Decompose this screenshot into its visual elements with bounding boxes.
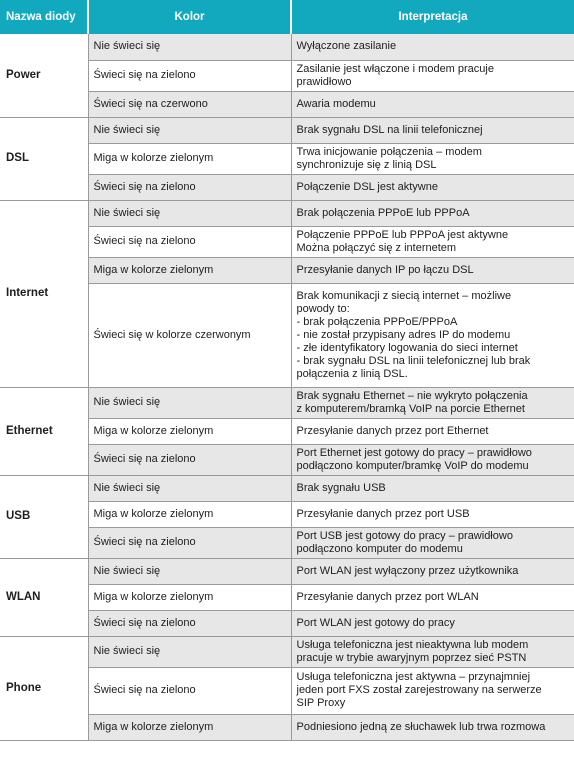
interpretation-cell: Port WLAN jest wyłączony przez użytkownika [291,558,574,584]
table-row [0,34,574,60]
led-color-cell: Świeci się na zielono [88,667,291,714]
led-color-cell: Nie świeci się [88,475,291,501]
interpretation-cell: Przesyłanie danych IP po łączu DSL [291,257,574,283]
interpretation-cell: Brak sygnału Ethernet – nie wykryto połączenia z komputerem/bramką VoIP na porcie Ethernet [291,387,574,418]
table-row [0,200,574,226]
led-color-cell: Świeci się w kolorze czerwonym [88,283,291,387]
interpretation-cell: Połączenie DSL jest aktywne [291,174,574,200]
table-row [0,636,574,667]
interpretation-cell: Brak połączenia PPPoE lub PPPoA [291,200,574,226]
led-color-cell: Świeci się na zielono [88,527,291,558]
interpretation-cell: Port USB jest gotowy do pracy – prawidłowo podłączono komputer do modemu [291,527,574,558]
led-color-cell: Świeci się na zielono [88,60,291,91]
led-color-cell: Miga w kolorze zielonym [88,257,291,283]
interpretation-cell: Awaria modemu [291,91,574,117]
led-color-cell: Świeci się na zielono [88,174,291,200]
diode-name-internet: Internet [0,200,88,387]
led-color-cell: Świeci się na zielono [88,610,291,636]
interpretation-cell: Wyłączone zasilanie [291,34,574,60]
interpretation-cell: Podniesiono jedną ze słuchawek lub trwa rozmowa [291,714,574,740]
interpretation-cell: Trwa inicjowanie połączenia – modem synchronizuje się z linią DSL [291,143,574,174]
interpretation-cell: Brak sygnału USB [291,475,574,501]
led-color-cell: Nie świeci się [88,636,291,667]
interpretation-cell: Brak sygnału DSL na linii telefonicznej [291,117,574,143]
interpretation-cell: Port WLAN jest gotowy do pracy [291,610,574,636]
table-row [0,475,574,501]
interpretation-cell: Port Ethernet jest gotowy do pracy – prawidłowo podłączono komputer/bramkę VoIP do modemu [291,444,574,475]
interpretation-cell: Przesyłanie danych przez port WLAN [291,584,574,610]
led-color-cell: Nie świeci się [88,558,291,584]
diode-name-power: Power [0,34,88,117]
table-row [0,558,574,584]
table-body [0,34,574,740]
led-color-cell: Nie świeci się [88,117,291,143]
interpretation-cell: Brak komunikacji z siecią internet – możliwe powody to: - brak połączenia PPPoE/PPPoA - nie został przypisany adres IP do modemu - złe identyfikatory logowania do sieci internet - brak sygnału DSL na linii telefonicznej lub brak połączenia z linią DSL. [291,283,574,387]
diode-name-usb: USB [0,475,88,558]
table-row [0,387,574,418]
led-color-cell: Nie świeci się [88,200,291,226]
led-color-cell: Świeci się na czerwono [88,91,291,117]
header-color: Kolor [88,0,291,34]
header-diode-name: Nazwa diody [0,0,88,34]
interpretation-cell: Połączenie PPPoE lub PPPoA jest aktywne Można połączyć się z internetem [291,226,574,257]
diode-name-ethernet: Ethernet [0,387,88,475]
interpretation-cell: Przesyłanie danych przez port Ethernet [291,418,574,444]
led-color-cell: Nie świeci się [88,34,291,60]
led-color-cell: Miga w kolorze zielonym [88,418,291,444]
table-header-row [0,0,574,34]
diode-name-dsl: DSL [0,117,88,200]
led-color-cell: Miga w kolorze zielonym [88,143,291,174]
led-color-cell: Miga w kolorze zielonym [88,584,291,610]
diode-name-wlan: WLAN [0,558,88,636]
led-color-cell: Świeci się na zielono [88,444,291,475]
led-color-cell: Miga w kolorze zielonym [88,501,291,527]
led-color-cell: Miga w kolorze zielonym [88,714,291,740]
led-color-cell: Nie świeci się [88,387,291,418]
interpretation-cell: Usługa telefoniczna jest aktywna – przynajmniej jeden port FXS został zarejestrowany na serwerze SIP Proxy [291,667,574,714]
interpretation-cell: Przesyłanie danych przez port USB [291,501,574,527]
interpretation-cell: Usługa telefoniczna jest nieaktywna lub modem pracuje w trybie awaryjnym poprzez sieć PSTN [291,636,574,667]
header-interpretation: Interpretacja [291,0,574,34]
led-color-cell: Świeci się na zielono [88,226,291,257]
table-row [0,117,574,143]
diode-name-phone: Phone [0,636,88,740]
interpretation-cell: Zasilanie jest włączone i modem pracuje prawidłowo [291,60,574,91]
